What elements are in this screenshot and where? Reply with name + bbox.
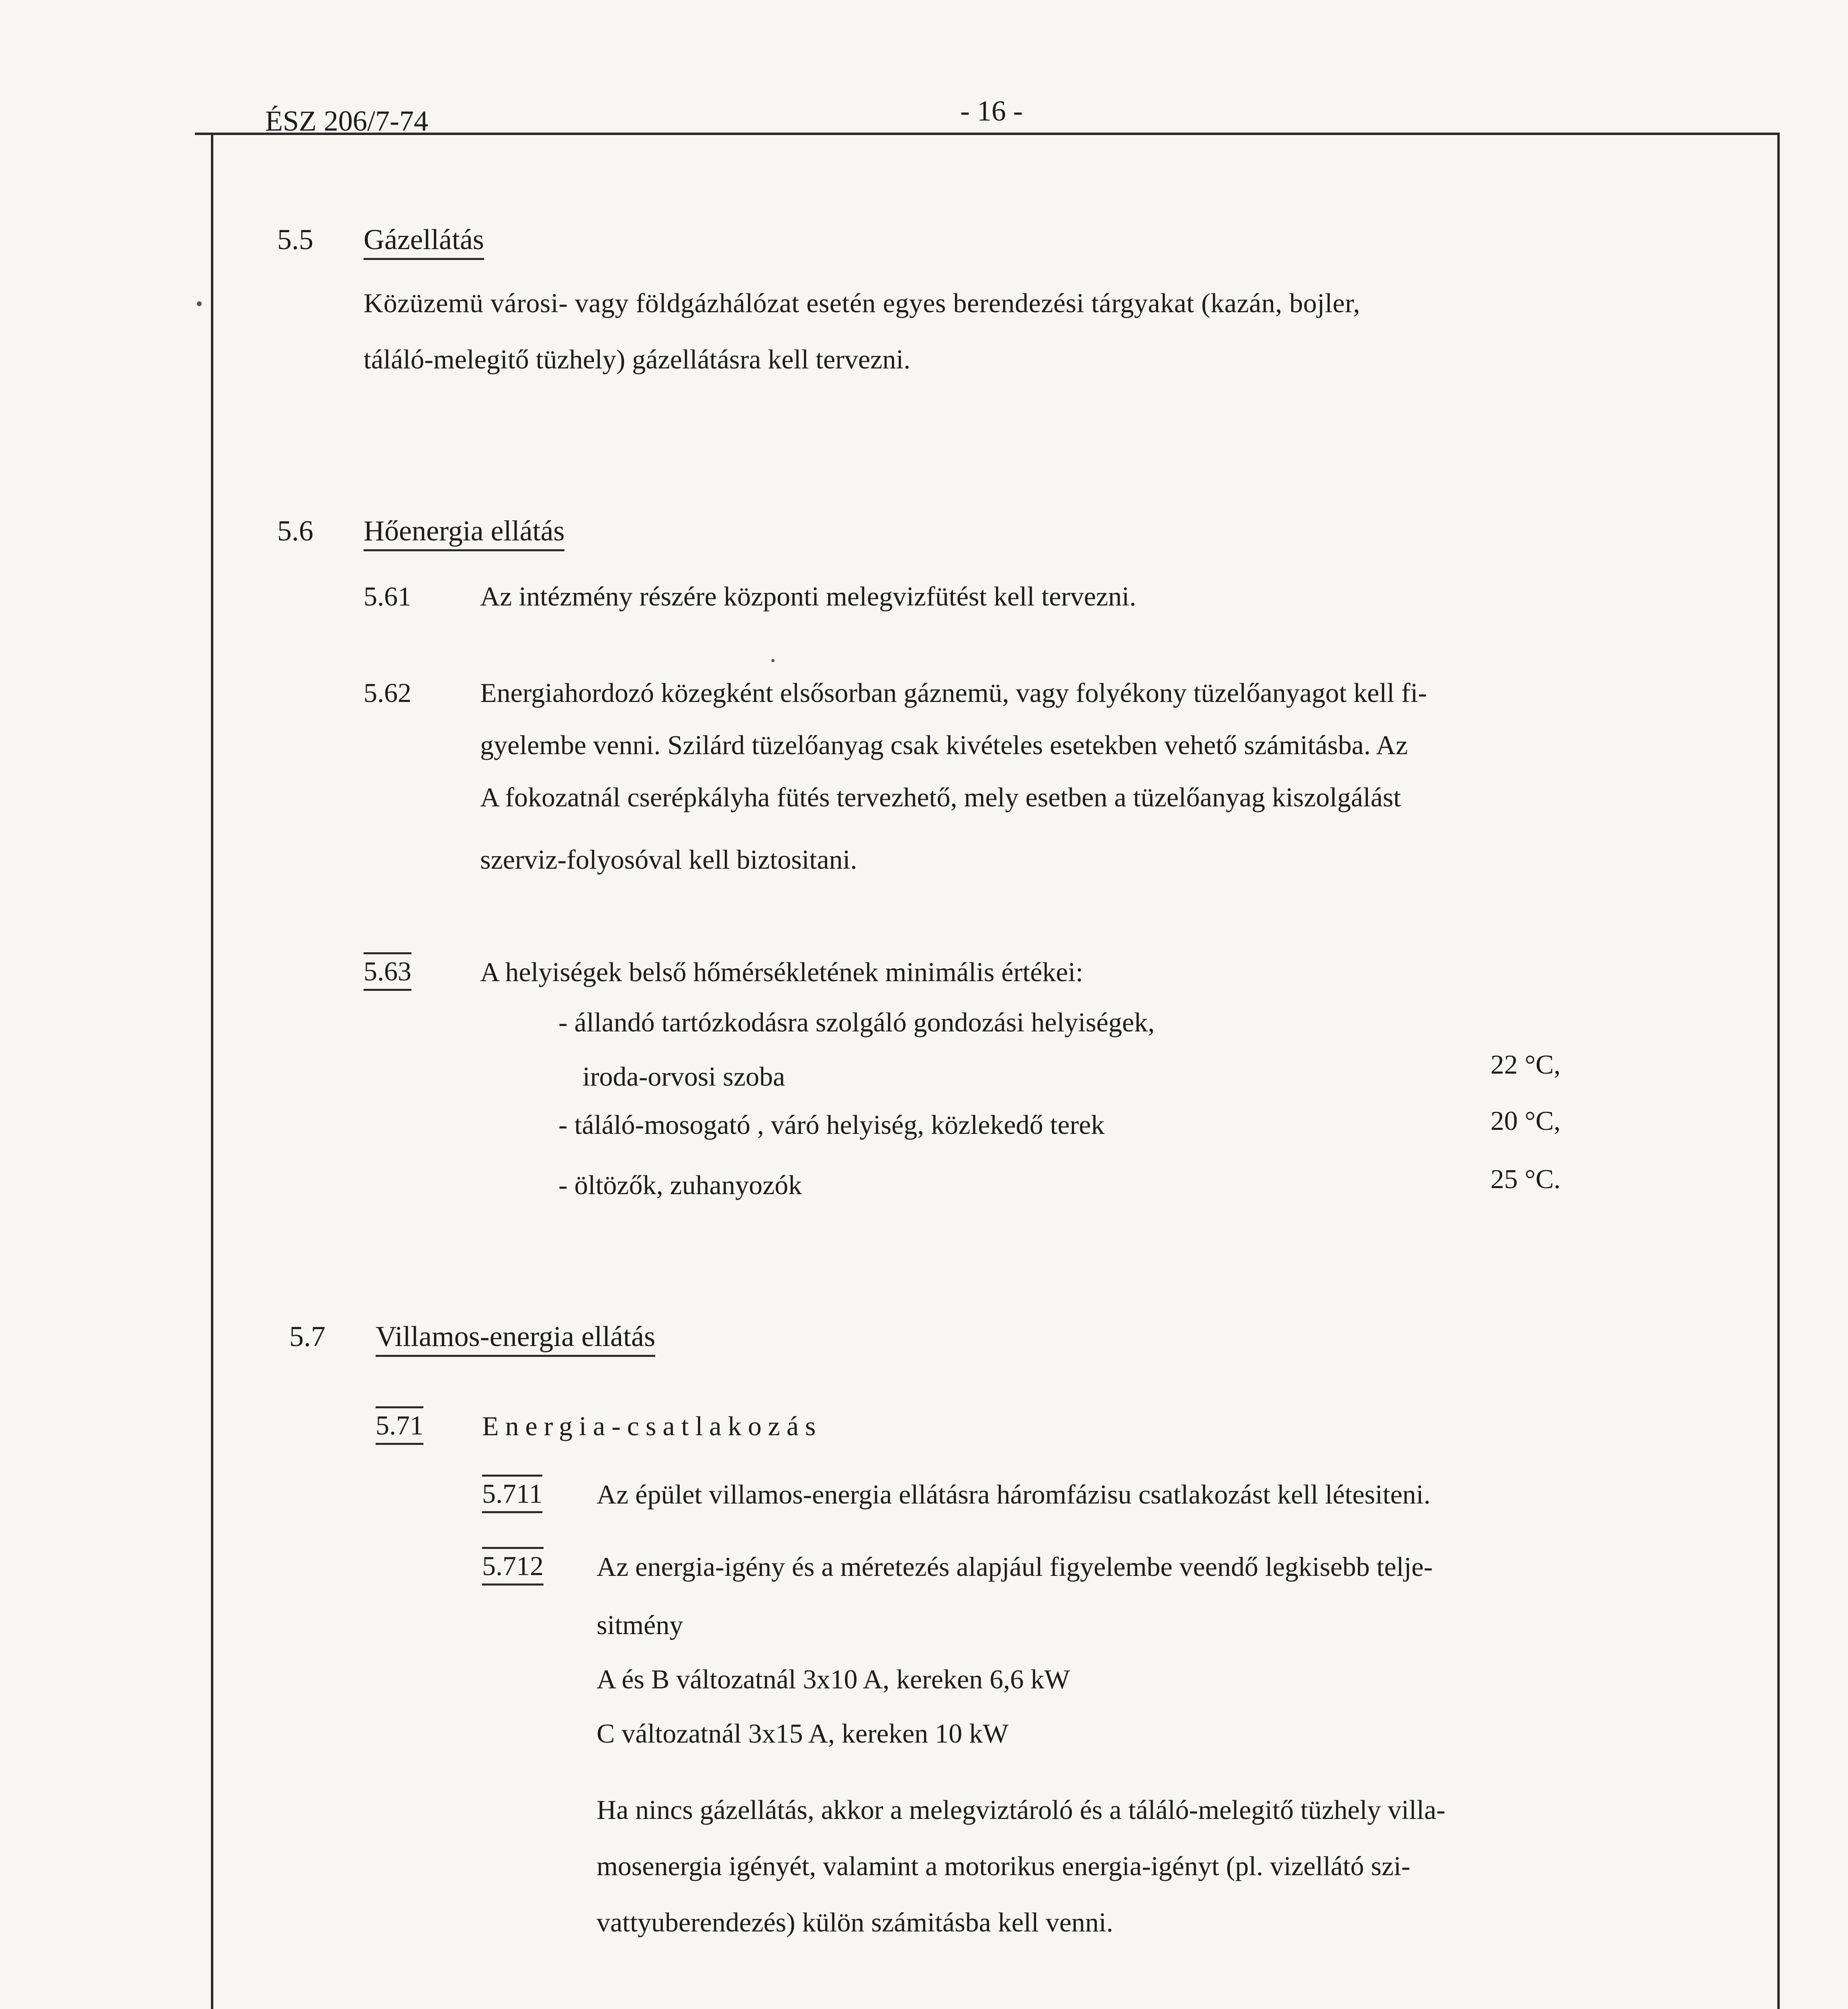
temperature-item-label: - állandó tartózkodásra szolgáló gondozási helyiségek, bbox=[558, 1007, 1155, 1037]
temperature-item-label: - táláló-mosogató , váró helyiség, közlekedő terek bbox=[558, 1109, 1105, 1140]
paragraph-line: Az intézmény részére központi melegvizfütést kell tervezni. bbox=[480, 581, 1137, 612]
frame-top-border bbox=[195, 133, 1780, 135]
subsection-number: 5.63 bbox=[364, 952, 411, 991]
subsection-number: 5.71 bbox=[376, 1406, 423, 1445]
subsection-number: 5.712 bbox=[482, 1547, 544, 1586]
temperature-item-label: iroda-orvosi szoba bbox=[583, 1061, 785, 1092]
paragraph-line: Közüzemü városi- vagy földgázhálózat esetén egyes berendezési tárgyakat (kazán, bojler, bbox=[364, 288, 1360, 318]
paragraph-line: sitmény bbox=[597, 1610, 683, 1640]
temperature-item-label: - öltözők, zuhanyozók bbox=[558, 1170, 802, 1200]
subsection-number: 5.711 bbox=[482, 1475, 542, 1513]
subsection-title: Energia-csatlakozás bbox=[482, 1411, 822, 1441]
subsection-number: 5.61 bbox=[364, 581, 411, 612]
paragraph-line: Energiahordozó közegként elsősorban gáznemü, vagy folyékony tüzelőanyagot kell fi- bbox=[480, 677, 1427, 708]
paragraph-line: A fokozatnál cserépkályha fütés tervezhető, mely esetben a tüzelőanyag kiszolgálást bbox=[480, 782, 1401, 812]
paragraph-line: Ha nincs gázellátás, akkor a melegviztároló és a táláló-melegitő tüzhely villa- bbox=[597, 1794, 1445, 1825]
paragraph-line: gyelembe venni. Szilárd tüzelőanyag csak kivételes esetekben vehető számitásba. Az bbox=[480, 730, 1408, 760]
temperature-item-value: 20 °C, bbox=[1490, 1105, 1561, 1136]
section-number: 5.5 bbox=[277, 223, 313, 256]
option-line: A és B változatnál 3x10 A, kereken 6,6 kW bbox=[597, 1664, 1070, 1694]
paragraph-line: A helyiségek belső hőmérsékletének minimális értékei: bbox=[480, 957, 1083, 987]
section-number: 5.6 bbox=[277, 515, 313, 547]
section-title: Gázellátás bbox=[364, 225, 484, 260]
paragraph-line: vattyuberendezés) külön számitásba kell venni. bbox=[597, 1907, 1113, 1937]
frame-right-border bbox=[1777, 135, 1780, 2009]
section-number: 5.7 bbox=[289, 1320, 325, 1352]
scan-speck bbox=[197, 301, 202, 306]
temperature-item-value: 22 °C, bbox=[1490, 1049, 1561, 1080]
paragraph-line: Az energia-igény és a méretezés alapjául figyelembe veendő legkisebb telje- bbox=[597, 1551, 1433, 1582]
page-number: - 16 - bbox=[960, 95, 1023, 127]
temperature-item-value: 25 °C. bbox=[1490, 1164, 1561, 1194]
paragraph-line: szerviz-folyosóval kell biztositani. bbox=[480, 844, 857, 875]
section-title: Villamos-energia ellátás bbox=[376, 1322, 655, 1357]
paragraph-line: mosenergia igényét, valamint a motorikus energia-igényt (pl. vizellátó szi- bbox=[597, 1851, 1411, 1881]
document-code: ÉSZ 206/7-74 bbox=[265, 105, 428, 137]
frame-left-border bbox=[211, 135, 213, 2009]
section-title: Hőenergia ellátás bbox=[364, 516, 564, 551]
scan-speck bbox=[771, 659, 775, 662]
paragraph-line: Az épület villamos-energia ellátásra háromfázisu csatlakozást kell létesiteni. bbox=[597, 1479, 1431, 1510]
subsection-number: 5.62 bbox=[364, 677, 411, 708]
option-line: C változatnál 3x15 A, kereken 10 kW bbox=[597, 1718, 1009, 1749]
paragraph-line: táláló-melegitő tüzhely) gázellátásra kell tervezni. bbox=[364, 344, 911, 374]
